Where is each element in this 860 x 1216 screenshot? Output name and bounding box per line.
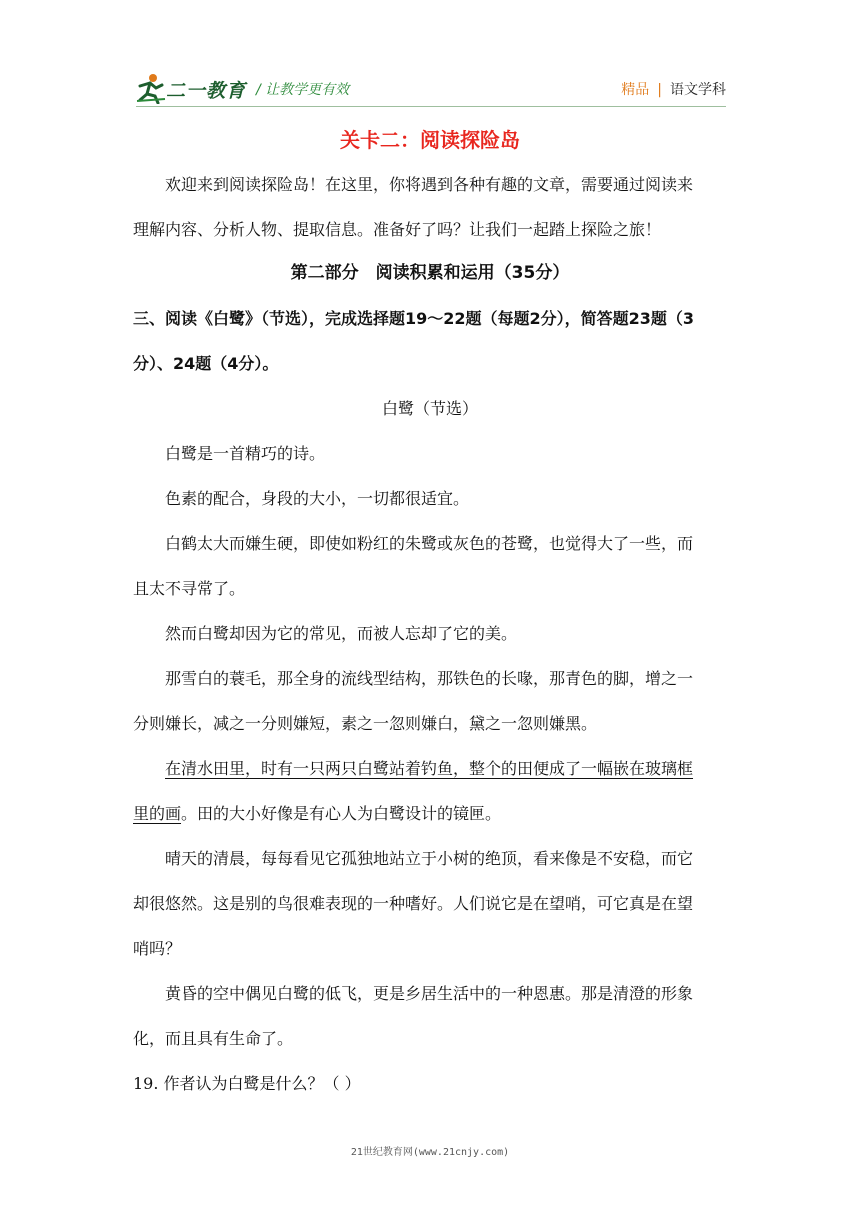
passage-paragraph-3-line-2: 且太不寻常了。: [133, 579, 246, 598]
passage-paragraph-5-line-1: 那雪白的蓑毛，那全身的流线型结构，那铁色的长喙，那青色的脚，增之一: [165, 669, 694, 688]
question-header-line-1: 三、阅读《白鹭》（节选），完成选择题19～22题（每题2分），简答题23题（3: [133, 309, 695, 328]
passage-paragraph-8-line-2: 化，而且具有生命了。: [133, 1029, 294, 1048]
paragraph-6-rest: 。田的大小好像是有心人为白鹭设计的镜匣。: [181, 804, 502, 823]
passage-paragraph-6-line-1: [133, 746, 731, 791]
passage-paragraph-2: 色素的配合，身段的大小，一切都很适宜。: [165, 489, 470, 508]
underlined-sentence-end: 里的画: [133, 804, 182, 823]
level-title: 关卡二：阅读探险岛: [340, 128, 520, 152]
passage-paragraph-3-line-1: 白鹤太大而嫌生硬，即使如粉红的朱鹭或灰色的苍鹭，也觉得大了一些，而: [165, 534, 694, 553]
section-title: 第二部分 阅读积累和运用（35分）: [290, 263, 570, 283]
underlined-sentence: 在清水田里，时有一只两只白鹭站着钓鱼，整个的田便成了一幅嵌在玻璃框: [165, 759, 694, 778]
slogan: / 让教学更有效: [256, 82, 350, 98]
header-right: [621, 79, 726, 99]
page-footer: 21世纪教育网(www.21cnjy.com): [350, 1147, 510, 1158]
passage-paragraph-7-line-3: 哨吗？: [133, 939, 182, 958]
passage-paragraph-5-line-2: 分则嫌长，减之一分则嫌短，素之一忽则嫌白，黛之一忽则嫌黑。: [133, 714, 598, 733]
header-divider: [136, 106, 726, 107]
subject-label: 语文学科: [670, 82, 726, 98]
passage-paragraph-8-line-1: 黄昏的空中偶见白鹭的低飞，更是乡居生活中的一种恩惠。那是清澄的形象: [165, 984, 694, 1003]
passage-paragraph-7-line-1: 晴天的清晨，每每看见它孤独地站立于小树的绝顶，看来像是不安稳，而它: [165, 849, 694, 868]
passage-paragraph-4: 然而白鹭却因为它的常见，而被人忘却了它的美。: [165, 624, 518, 643]
logo: [136, 72, 252, 104]
passage-title: 白鹭（节选）: [381, 399, 478, 418]
intro-line-2: 理解内容、分析人物、提取信息。准备好了吗？让我们一起踏上探险之旅！: [133, 220, 662, 239]
quality-tag: 精品: [621, 82, 650, 98]
page-header: [136, 72, 726, 104]
intro-line-1: 欢迎来到阅读探险岛！在这里，你将遇到各种有趣的文章，需要通过阅读来: [165, 175, 694, 194]
passage-paragraph-7-line-2: 却很悠然。这是别的鸟很难表现的一种嗜好。人们说它是在望哨，可它真是在望: [133, 894, 694, 913]
passage-paragraph-6-line-2: [133, 791, 731, 836]
brand-name: 二一教育: [166, 80, 247, 102]
question-header-line-2: 分）、24题（4分）。: [133, 354, 279, 373]
passage-paragraph-1: 白鹭是一首精巧的诗。: [165, 444, 326, 463]
header-separator: |: [657, 82, 662, 98]
question-19: 19. 作者认为白鹭是什么？（ ）: [133, 1074, 361, 1093]
runner-icon: [136, 72, 166, 104]
